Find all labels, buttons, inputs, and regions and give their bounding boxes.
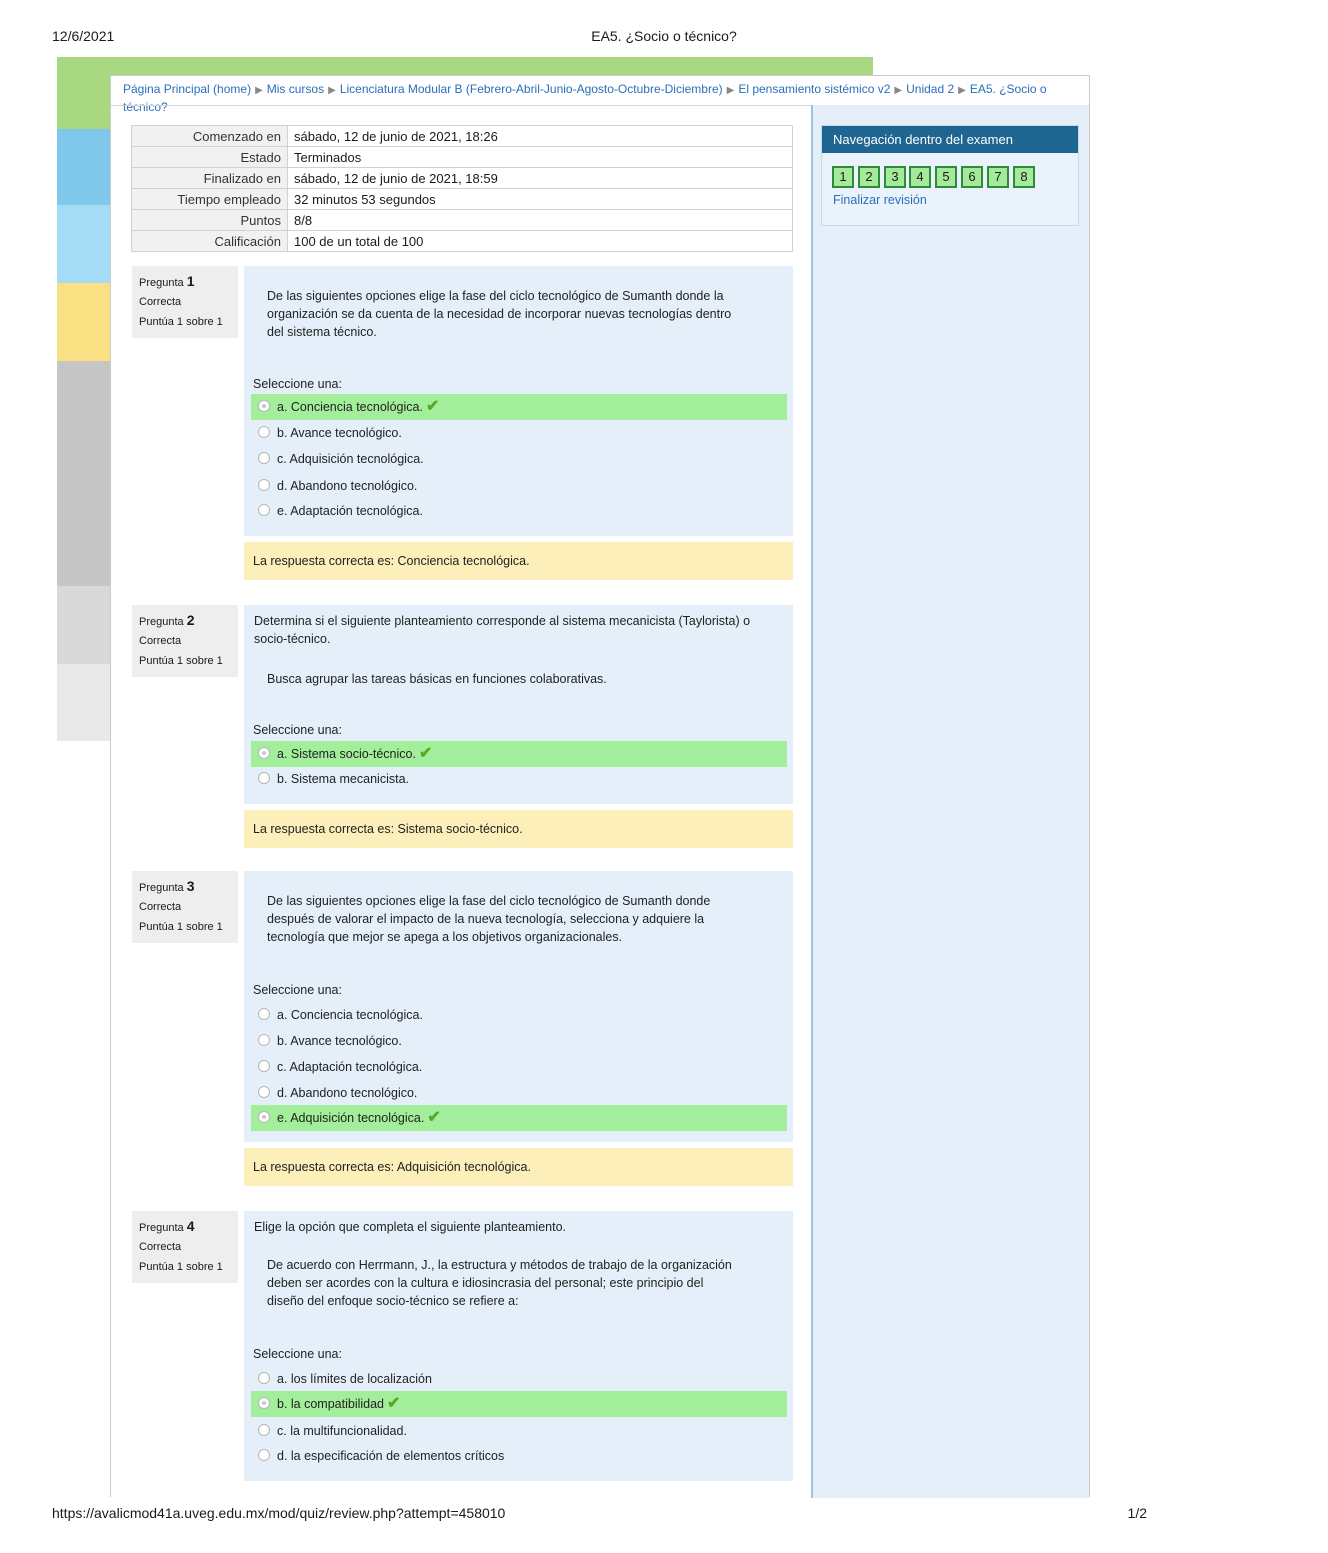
nav-button-question-4[interactable]: 4 (909, 166, 931, 188)
question-text (254, 612, 750, 648)
question-text-line: tecnología que mejor se apega a los objetivos organizacionales. (267, 930, 623, 944)
nav-button-question-8[interactable]: 8 (1013, 166, 1035, 188)
summary-row (132, 210, 793, 231)
summary-label: Puntos (132, 210, 288, 231)
question-content-1 (244, 266, 793, 536)
print-header (0, 28, 1200, 48)
answer-label: a. Conciencia tecnológica. (277, 400, 423, 414)
nav-button-question-7[interactable]: 7 (987, 166, 1009, 188)
summary-value: 100 de un total de 100 (288, 231, 793, 252)
question-grade: Puntúa 1 sobre 1 (139, 1261, 223, 1273)
question-info-2 (132, 605, 238, 677)
print-page-number: 1/2 (1127, 1505, 1147, 1521)
decor-stripe-lightgray (57, 586, 110, 664)
question-state: Correcta (139, 296, 182, 308)
question-number-value: 1 (186, 273, 195, 289)
question-text-line: De acuerdo con Herrmann, J., la estructura y métodos de trabajo de la organización (267, 1258, 732, 1272)
question-text-line: Determina si el siguiente planteamiento corresponde al sistema mecanicista (Taylorista) o (254, 614, 751, 628)
answer-option-a[interactable] (251, 741, 787, 767)
check-icon: ✔ (418, 745, 433, 762)
question-label: Pregunta (139, 616, 184, 628)
theme-banner (57, 57, 873, 77)
answer-option-a[interactable] (251, 1002, 787, 1028)
question-grade: Puntúa 1 sobre 1 (139, 921, 223, 933)
check-icon: ✔ (425, 398, 440, 415)
breadcrumb-my-courses[interactable]: Mis cursos (266, 82, 325, 96)
radio-button[interactable] (258, 1111, 270, 1123)
breadcrumb-program[interactable]: Licenciatura Modular B (Febrero-Abril-Junio-Agosto-Octubre-Diciembre) (339, 82, 723, 96)
question-grade: Puntúa 1 sobre 1 (139, 316, 223, 328)
question-text-line: organización se da cuenta de la necesidad de incorporar nuevas tecnologías dentro (267, 307, 732, 321)
answer-option-b[interactable] (251, 1391, 787, 1417)
answer-label: c. la multifuncionalidad. (277, 1424, 407, 1438)
question-info-4 (132, 1211, 238, 1283)
summary-row (132, 147, 793, 168)
answer-label: c. Adaptación tecnológica. (277, 1060, 423, 1074)
triangle-right-icon: ▶ (894, 85, 903, 96)
radio-button[interactable] (258, 1424, 270, 1436)
question-text-line: deben ser acordes con la cultura e idiosincrasia del personal; este principio del (267, 1276, 704, 1290)
answer-label: a. los límites de localización (277, 1372, 432, 1386)
radio-button[interactable] (258, 747, 270, 759)
answer-option-b[interactable] (251, 420, 787, 446)
quiz-review-page (110, 75, 1090, 1497)
question-intro: Elige la opción que completa el siguiente planteamiento. (254, 1220, 567, 1234)
sidebar-column (811, 105, 1089, 1498)
breadcrumb-unit[interactable]: Unidad 2 (906, 82, 955, 96)
radio-button[interactable] (258, 400, 270, 412)
question-text (267, 892, 710, 946)
question-state: Correcta (139, 901, 182, 913)
triangle-right-icon: ▶ (328, 85, 336, 96)
question-label: Pregunta (139, 1222, 184, 1234)
answer-prompt: Seleccione una: (253, 723, 342, 737)
radio-button[interactable] (258, 1372, 270, 1384)
question-number-value: 4 (186, 1218, 195, 1234)
radio-button[interactable] (258, 1449, 270, 1461)
summary-row (132, 189, 793, 210)
summary-row (132, 168, 793, 189)
decor-stripe-gray (57, 361, 110, 586)
correct-answer-feedback: La respuesta correcta es: Conciencia tecnológica. (244, 542, 793, 580)
question-label: Pregunta (139, 882, 184, 894)
answer-label: a. Sistema socio-técnico. (277, 747, 416, 761)
question-text (267, 1256, 732, 1310)
attempt-summary-table (131, 125, 793, 252)
question-text-line: De las siguientes opciones elige la fase del ciclo tecnológico de Sumanth donde la (267, 289, 724, 303)
triangle-right-icon: ▶ (726, 85, 735, 96)
summary-value: sábado, 12 de junio de 2021, 18:26 (288, 126, 793, 147)
answer-label: d. Abandono tecnológico. (277, 479, 418, 493)
print-date: 12/6/2021 (52, 28, 115, 44)
answer-label: b. Avance tecnológico. (277, 426, 402, 440)
question-state: Correcta (139, 635, 182, 647)
answer-option-d[interactable] (251, 473, 787, 499)
check-icon: ✔ (427, 1109, 441, 1126)
answer-label: b. la compatibilidad (277, 1397, 385, 1411)
summary-value: 32 minutos 53 segundos (288, 189, 793, 210)
print-title: EA5. ¿Socio o técnico? (591, 28, 737, 44)
answer-option-d[interactable] (251, 1443, 787, 1469)
answer-prompt: Seleccione una: (253, 377, 342, 391)
question-text-line: del sistema técnico. (267, 325, 377, 339)
answer-option-a[interactable] (251, 1366, 787, 1392)
answer-option-c[interactable] (251, 1054, 787, 1080)
question-content-2 (244, 605, 793, 804)
question-text-line: De las siguientes opciones elige la fase del ciclo tecnológico de Sumanth donde (267, 894, 711, 908)
answer-option-b[interactable] (251, 1028, 787, 1054)
question-number-value: 2 (186, 612, 195, 628)
triangle-right-icon: ▶ (958, 85, 966, 96)
answer-prompt: Seleccione una: (253, 1347, 342, 1361)
radio-button[interactable] (258, 479, 270, 491)
answer-option-c[interactable] (251, 446, 787, 472)
answer-label: c. Adquisición tecnológica. (277, 452, 424, 466)
question-label: Pregunta (139, 277, 184, 289)
answer-label: d. Abandono tecnológico. (277, 1086, 418, 1100)
nav-button-question-3[interactable]: 3 (884, 166, 906, 188)
summary-value: sábado, 12 de junio de 2021, 18:59 (288, 168, 793, 189)
summary-label: Calificación (132, 231, 288, 252)
question-number-value: 3 (186, 878, 195, 894)
decor-stripe-palegray (57, 664, 110, 741)
decor-stripe-blue (57, 129, 110, 205)
summary-label: Finalizado en (132, 168, 288, 189)
nav-button-question-2[interactable]: 2 (858, 166, 880, 188)
summary-label: Estado (132, 147, 288, 168)
summary-value: 8/8 (288, 210, 793, 231)
question-text-line: después de valorar el impacto de la nueva tecnología, selecciona y adquiere la (267, 912, 705, 926)
question-number (139, 1217, 231, 1237)
question-number (139, 611, 231, 631)
radio-button[interactable] (258, 426, 270, 438)
answer-label: e. Adaptación tecnológica. (277, 504, 423, 518)
finish-review-link[interactable]: Finalizar revisión (833, 193, 927, 207)
nav-button-question-6[interactable]: 6 (961, 166, 983, 188)
decor-stripe-lightblue (57, 205, 110, 283)
answer-option-c[interactable] (251, 1418, 787, 1444)
question-info-3 (132, 871, 238, 943)
question-text-line: socio-técnico. (254, 632, 331, 646)
answer-label: b. Avance tecnológico. (277, 1034, 402, 1048)
question-text-line: diseño del enfoque socio-técnico se refiere a: (267, 1294, 519, 1308)
answer-prompt: Seleccione una: (253, 983, 342, 997)
question-number (139, 877, 231, 897)
radio-button[interactable] (258, 772, 270, 784)
summary-row (132, 126, 793, 147)
nav-button-question-5[interactable]: 5 (935, 166, 957, 188)
radio-button[interactable] (258, 504, 270, 516)
decor-stripe-green (57, 57, 110, 129)
summary-value: Terminados (288, 147, 793, 168)
print-url: https://avalicmod41a.uveg.edu.mx/mod/quiz/review.php?attempt=458010 (52, 1505, 506, 1521)
radio-button[interactable] (258, 1034, 270, 1046)
nav-button-question-1[interactable]: 1 (832, 166, 854, 188)
quiz-navigation-block (821, 125, 1079, 226)
question-statement: Busca agrupar las tareas básicas en funciones colaborativas. (267, 672, 607, 686)
question-content-3 (244, 871, 793, 1142)
breadcrumb (123, 81, 1078, 114)
radio-button[interactable] (258, 452, 270, 464)
summary-label: Comenzado en (132, 126, 288, 147)
answer-label: e. Adquisición tecnológica. (277, 1111, 425, 1125)
summary-label: Tiempo empleado (132, 189, 288, 210)
answer-option-e[interactable] (251, 1105, 787, 1131)
radio-button[interactable] (258, 1060, 270, 1072)
question-number (139, 272, 231, 292)
answer-option-b[interactable] (251, 766, 787, 792)
answer-label: a. Conciencia tecnológica. (277, 1008, 423, 1022)
answer-option-e[interactable] (251, 498, 787, 524)
radio-button[interactable] (258, 1086, 270, 1098)
check-icon: ✔ (387, 1395, 401, 1412)
answer-option-a[interactable] (251, 394, 787, 420)
decor-stripe-yellow (57, 283, 110, 361)
radio-button[interactable] (258, 1008, 270, 1020)
question-info-1 (132, 266, 238, 338)
summary-row (132, 231, 793, 252)
triangle-right-icon: ▶ (255, 85, 263, 96)
correct-answer-feedback: La respuesta correcta es: Sistema socio-técnico. (244, 810, 793, 848)
breadcrumb-home[interactable]: Página Principal (home) (123, 82, 252, 96)
question-state: Correcta (139, 1241, 182, 1253)
answer-label: d. la especificación de elementos críticos (277, 1449, 505, 1463)
quiz-navigation-title: Navegación dentro del examen (822, 126, 1078, 153)
answer-label: b. Sistema mecanicista. (277, 772, 409, 786)
correct-answer-feedback: La respuesta correcta es: Adquisición tecnológica. (244, 1148, 793, 1186)
answer-option-d[interactable] (251, 1080, 787, 1106)
question-text (267, 287, 731, 341)
question-content-4 (244, 1211, 793, 1481)
breadcrumb-activity[interactable]: EA5. ¿Socio o técnico? (123, 82, 1047, 114)
question-grade: Puntúa 1 sobre 1 (139, 655, 223, 667)
radio-button[interactable] (258, 1397, 270, 1409)
breadcrumb-course[interactable]: El pensamiento sistémico v2 (738, 82, 891, 96)
